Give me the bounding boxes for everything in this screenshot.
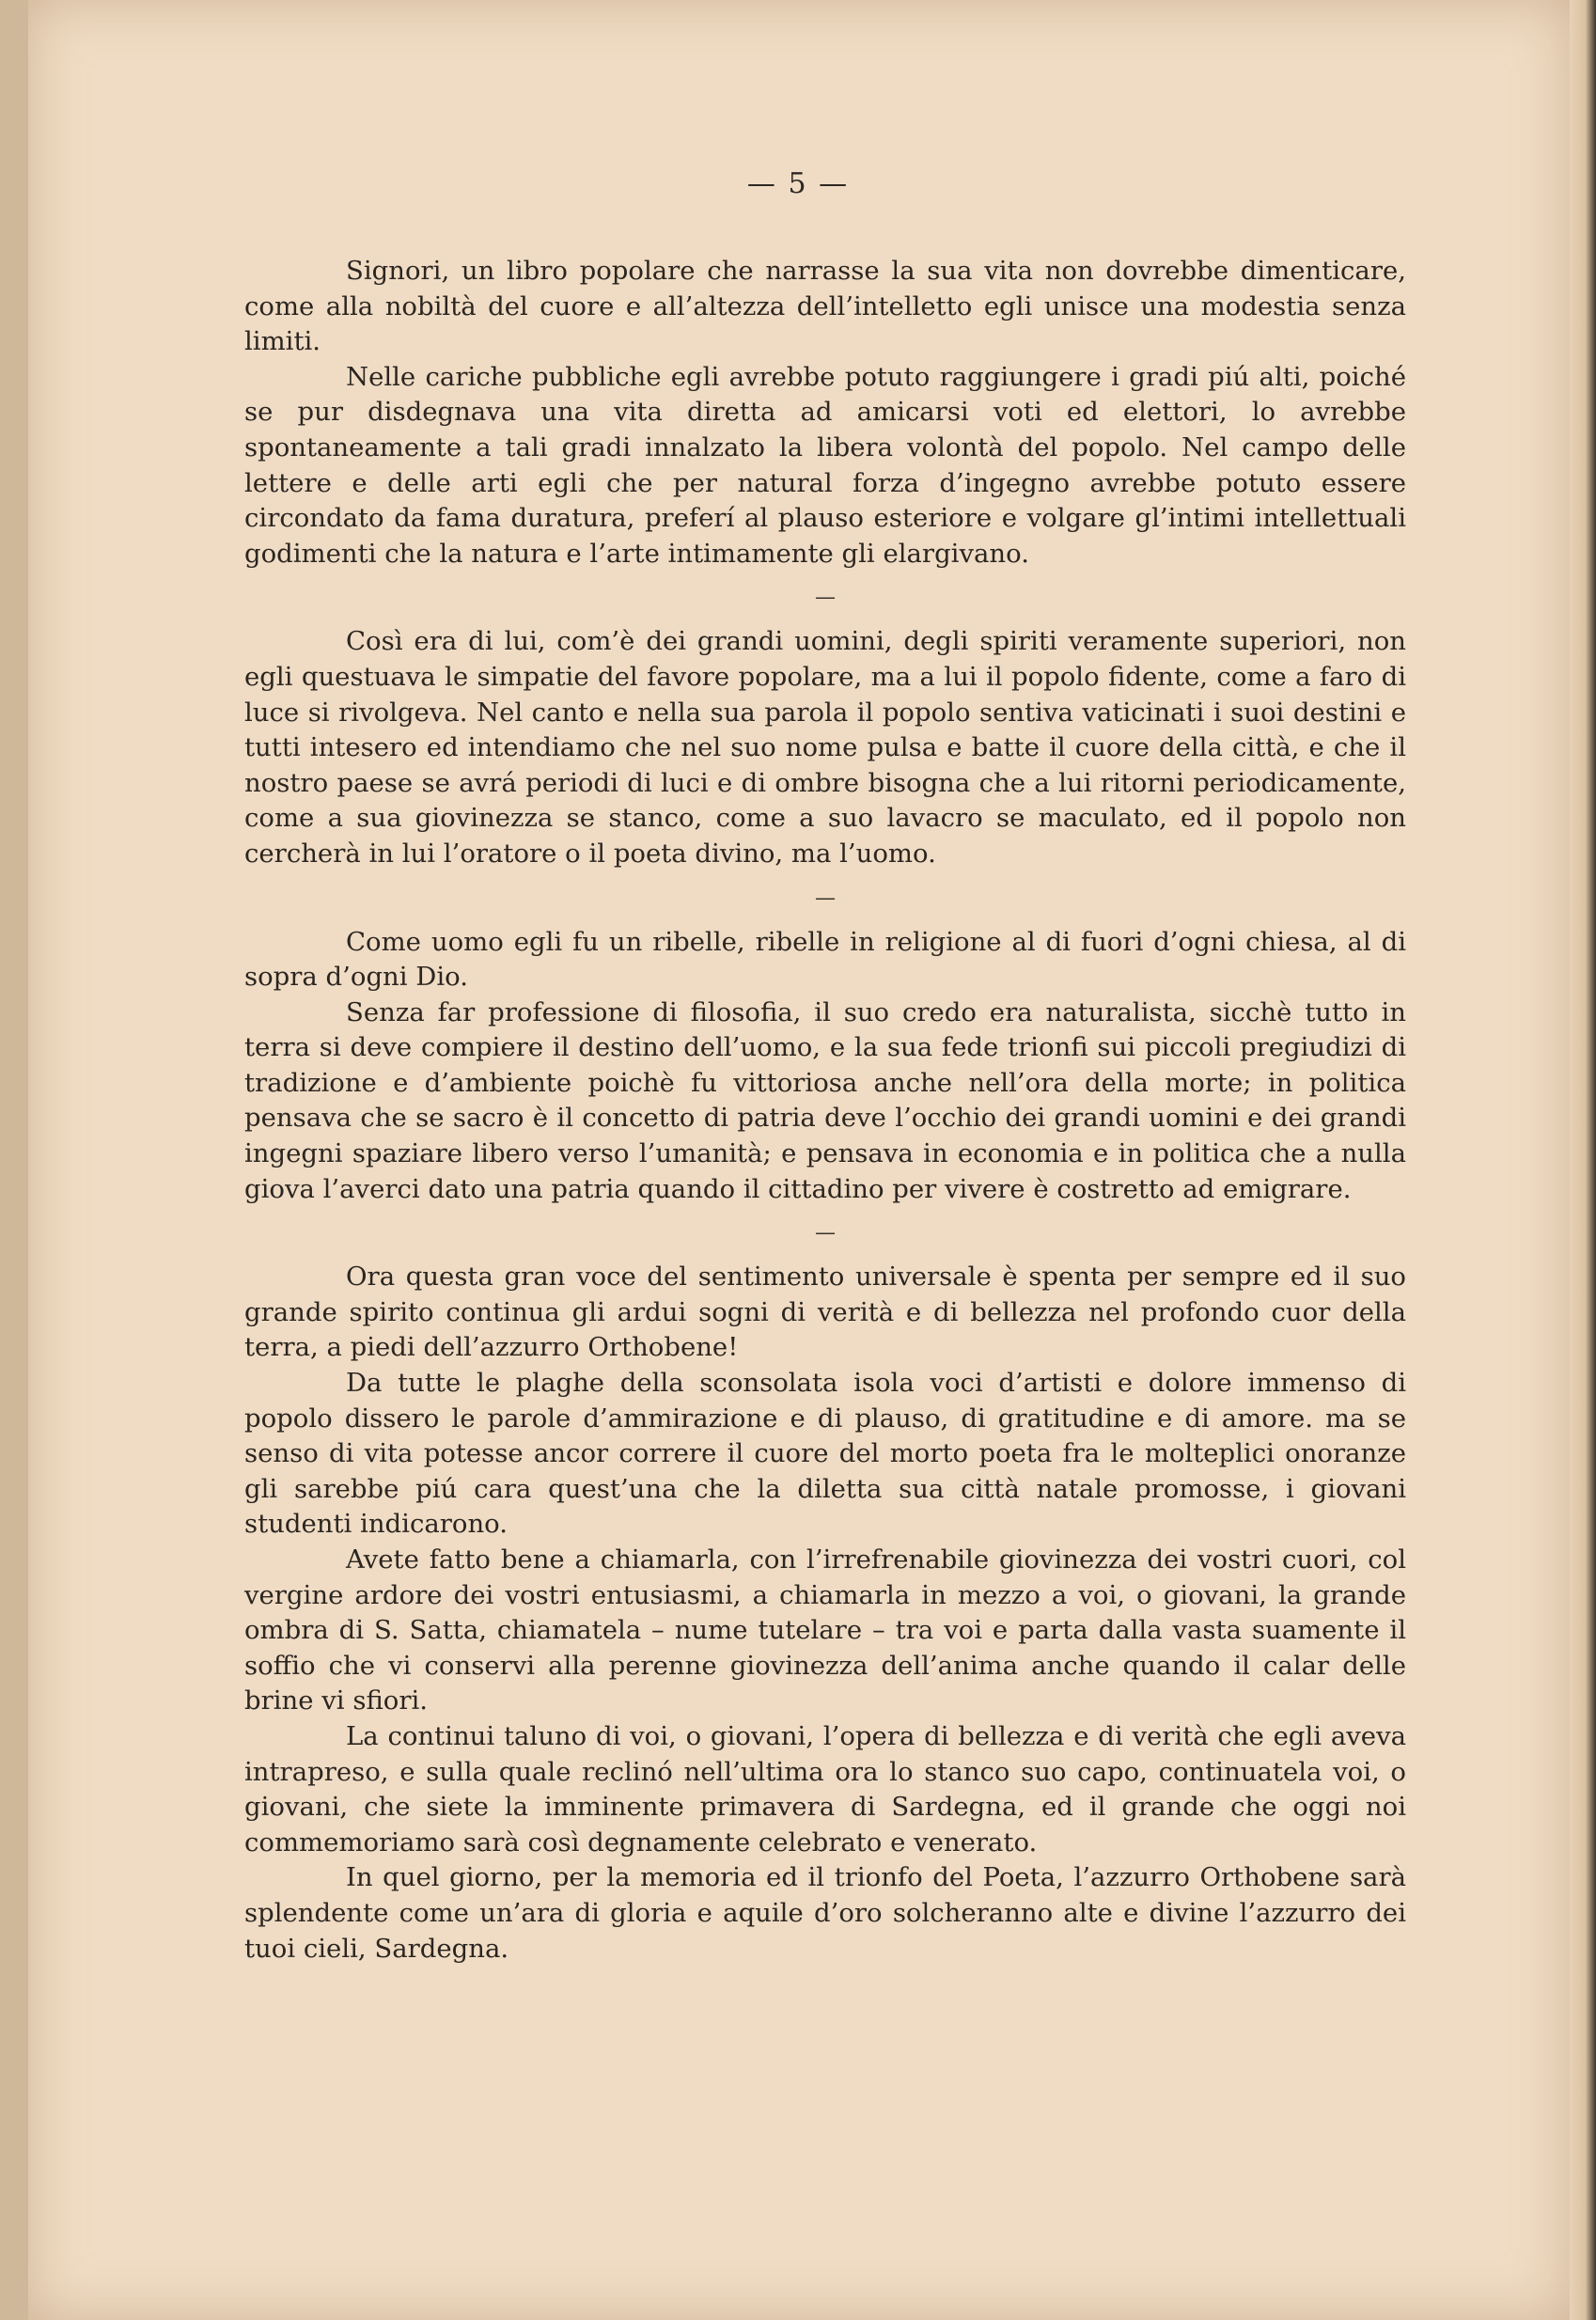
- paragraph: Ora questa gran voce del sentimento universale è spenta per sempre ed il suo grande spirito continua gli ardui sogni di verità e di bellezza nel profondo cuor della terra, a piedi dell’azzurro Orthobene!: [244, 1262, 1406, 1363]
- paragraph: La continui taluno di voi, o giovani, l’opera di bellezza e di verità che egli aveva intrapreso, e sulla quale reclinó nell’ultima ora lo stanco suo capo, continuatela voi, o giovani, che siete la imminente primavera di Sardegna, ed il grande che oggi noi commemoriamo sarà così degnamente celebrato e venerato.: [244, 1720, 1406, 1858]
- section-separator: —: [815, 1221, 836, 1246]
- paragraph: Avete fatto bene a chiamarla, con l’irrefrenabile giovinezza dei vostri cuori, col vergine ardore dei vostri entusiasmi, a chiamarla in mezzo a voi, o giovani, la grande ombra di S. Satta, chiamatela – nume tutelare – tra voi e parta dalla vasta suamente il soffio che vi conservi alla perenne giovinezza dell’anima anche quando il calar delle brine vi sfiori.: [244, 1544, 1406, 1716]
- paragraph: Senza far professione di filosofia, il suo credo era naturalista, sicchè tutto in terra si deve compiere il destino dell’uomo, e la sua fede trionfi sui piccoli pregiudizi di tradizione e d’ambiente poichè fu vittoriosa anche nell’ora della morte; in politica pensava che se sacro è il concetto di patria deve l’occhio dei grandi uomini e dei grandi ingegni spaziare libero verso l’umanità; e pensava in economia e in politica che a nulla giova l’averci dato una patria quando il cittadino per vivere è costretto ad emigrare.: [244, 996, 1406, 1204]
- paragraph: Come uomo egli fu un ribelle, ribelle in religione al di fuori d’ogni chiesa, al di sopra d’ogni Dio.: [244, 926, 1406, 993]
- paragraph: Nelle cariche pubbliche egli avrebbe potuto raggiungere i gradi piú alti, poiché se pur disdegnava una vita diretta ad amicarsi voti ed elettori, lo avrebbe spontaneamente a tali gradi innalzato la libera volontà del popolo. Nel campo delle lettere e delle arti egli che per natural forza d’ingegno avrebbe potuto essere circondato da fama duratura, preferí al plauso esteriore e volgare gl’intimi intellettuali godimenti che la natura e l’arte intimamente gli elargivano.: [244, 361, 1406, 569]
- paragraph: Signori, un libro popolare che narrasse la sua vita non dovrebbe dimenticare, come alla nobiltà del cuore e all’altezza dell’intelletto egli unisce una modestia senza limiti.: [244, 256, 1406, 357]
- page-number: — 5 —: [746, 167, 850, 200]
- body-text: [244, 254, 1406, 1967]
- binding-edge: [0, 0, 30, 2320]
- paragraph: Così era di lui, com’è dei grandi uomini, degli spiriti veramente superiori, non egli questuava le simpatie del favore popolare, ma a lui il popolo fidente, come a faro di luce si rivolgeva. Nel canto e nella sua parola il popolo sentiva vaticinati i suoi destini e tutti intesero ed intendiamo che nel suo nome pulsa e batte il cuore della città, e che il nostro paese se avrá periodi di luci e di ombre bisogna che a lui ritorni periodicamente, come a sua giovinezza se stanco, come a suo lavacro se maculato, ed il popolo non cercherà in lui l’oratore o il poeta divino, ma l’uomo.: [244, 626, 1406, 869]
- paragraph: Da tutte le plaghe della sconsolata isola voci d’artisti e dolore immenso di popolo dissero le parole d’ammirazione e di plauso, di gratitudine e di amore. ma se senso di vita potesse ancor correre il cuore del morto poeta fra le molteplici onoranze gli sarebbe piú cara quest’una che la diletta sua città natale promosse, i giovani studenti indicarono.: [244, 1368, 1406, 1540]
- page-edge: [1570, 0, 1596, 2320]
- section-separator: —: [815, 886, 836, 910]
- section-separator: —: [815, 586, 836, 610]
- paragraph: In quel giorno, per la memoria ed il trionfo del Poeta, l’azzurro Orthobene sarà splendente come un’ara di gloria e aquile d’oro solcheranno alte e divine l’azzurro dei tuoi cieli, Sardegna.: [244, 1862, 1406, 1964]
